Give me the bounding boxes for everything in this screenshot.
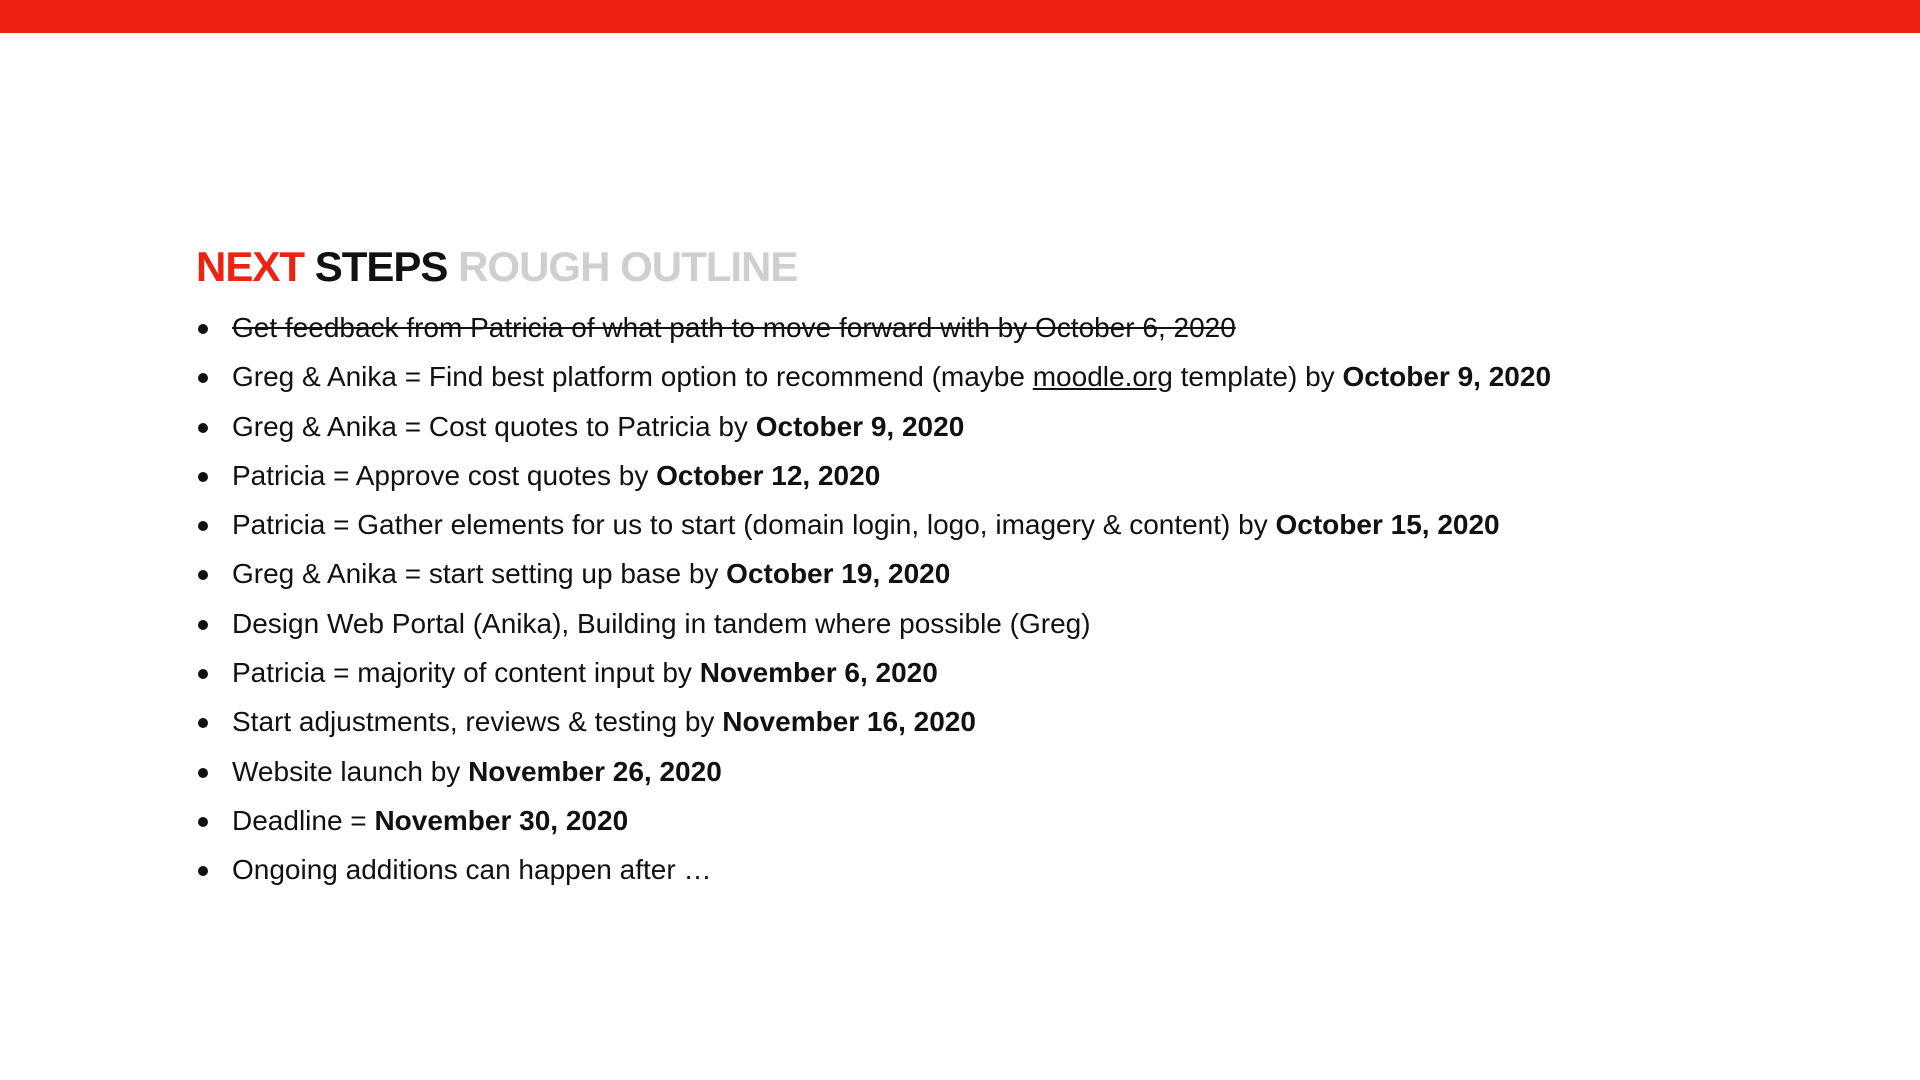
bullet-icon [198, 866, 208, 876]
title-steps: STEPS [314, 243, 448, 290]
bullet-icon [198, 570, 208, 580]
step-date: October 12, 2020 [656, 459, 881, 491]
step-date: November 26, 2020 [468, 755, 722, 787]
step-text: Design Web Portal (Anika), Building in tandem where possible (Greg) [232, 607, 1091, 639]
bullet-icon [198, 620, 208, 630]
step-date: October 9, 2020 [1342, 361, 1552, 393]
moodle-link[interactable]: moodle.org [1032, 361, 1173, 393]
bullet-icon [198, 472, 208, 482]
list-item [196, 702, 1876, 751]
list-item [196, 653, 1876, 702]
list-item [196, 752, 1876, 801]
list-item [196, 308, 1876, 357]
step-text: Website launch by [232, 755, 469, 787]
bullet-icon [198, 817, 208, 827]
bullet-icon [198, 718, 208, 728]
step-date: October 9, 2020 [755, 410, 965, 442]
list-item [196, 801, 1876, 850]
step-text: template) by [1172, 361, 1343, 393]
step-date: October 19, 2020 [726, 558, 951, 590]
list-item [196, 850, 1876, 899]
step-date: November 16, 2020 [722, 706, 976, 738]
step-text: Start adjustments, reviews & testing by [232, 706, 723, 738]
step-text: Greg & Anika = Find best platform option to recommend (maybe [232, 361, 1033, 393]
step-text: Patricia = majority of content input by [232, 657, 700, 689]
title-rough-outline: ROUGH OUTLINE [458, 243, 798, 290]
step-text: Greg & Anika = Cost quotes to Patricia by [232, 410, 756, 442]
list-item [196, 407, 1876, 456]
step-text: Ongoing additions can happen after … [232, 854, 712, 886]
bullet-icon [198, 669, 208, 679]
list-item [196, 456, 1876, 505]
bullet-icon [198, 768, 208, 778]
step-date: October 15, 2020 [1275, 509, 1500, 541]
next-steps-list [196, 308, 1876, 900]
top-accent-bar [0, 0, 1920, 33]
step-text: Patricia = Approve cost quotes by [232, 459, 657, 491]
bullet-icon [198, 521, 208, 531]
step-text: Deadline = [232, 804, 375, 836]
list-item [196, 357, 1876, 406]
bullet-icon [198, 324, 208, 334]
step-text: Patricia = Gather elements for us to start (domain login, logo, imagery & content) by [232, 509, 1276, 541]
list-item [196, 604, 1876, 653]
bullet-icon [198, 423, 208, 433]
step-text: Greg & Anika = start setting up base by [232, 558, 727, 590]
step-date: November 6, 2020 [699, 657, 938, 689]
completed-step-text: Get feedback from Patricia of what path to move forward with by October 6, 2020 [232, 312, 1236, 343]
slide-title [196, 240, 797, 294]
list-item [196, 505, 1876, 554]
list-item [196, 554, 1876, 603]
bullet-icon [198, 373, 208, 383]
step-date: November 30, 2020 [374, 804, 629, 836]
title-next: NEXT [196, 243, 305, 290]
